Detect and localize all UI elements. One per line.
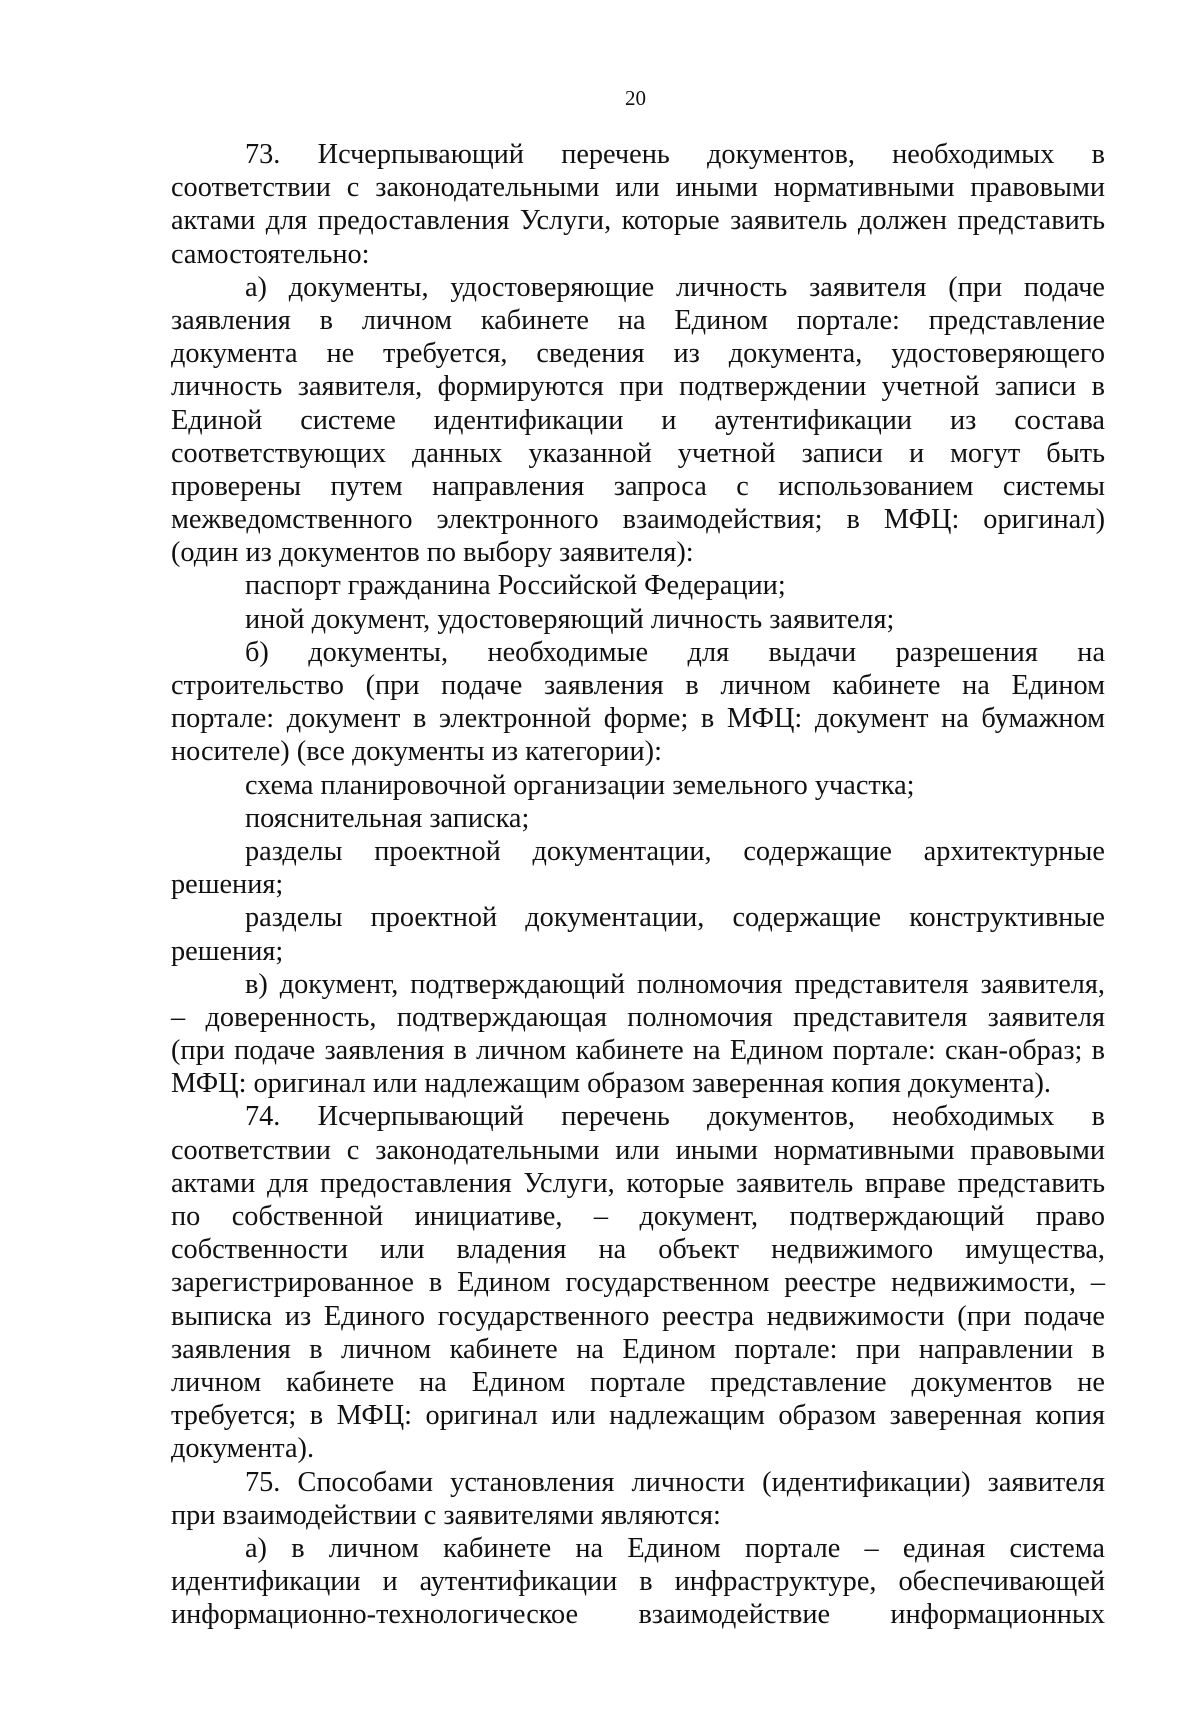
text-line: решения; bbox=[171, 935, 284, 967]
text-line: зарегистрированное в Едином государственном реестре недвижимости, – bbox=[171, 1267, 1105, 1299]
text-line: а) документы, удостоверяющие личность заявителя (при подаче bbox=[245, 271, 1105, 303]
text-line: соответствии с законодательными или иными нормативными правовыми bbox=[171, 1134, 1105, 1166]
text-line: межведомственного электронного взаимодействия; в МФЦ: оригинал) bbox=[171, 504, 1105, 536]
text-line: строительство (при подаче заявления в личном кабинете на Едином bbox=[171, 670, 1105, 701]
text-line: 75. Способами установления личности (идентификации) заявителя bbox=[245, 1466, 1105, 1498]
text-line: заявления в личном кабинете на Едином портале: при направлении в bbox=[171, 1333, 1105, 1365]
text-line: идентификации и аутентификации в инфраструктуре, обеспечивающей bbox=[171, 1566, 1105, 1598]
text-line: личность заявителя, формируются при подтверждении учетной записи в bbox=[171, 371, 1105, 403]
text-line: пояснительная записка; bbox=[245, 802, 530, 834]
text-line: соответствующих данных указанной учетной записи и могут быть bbox=[171, 437, 1105, 469]
text-line: актами для предоставления Услуги, которые заявитель вправе представить bbox=[171, 1167, 1105, 1199]
text-line: собственности или владения на объект недвижимого имущества, bbox=[171, 1234, 1105, 1266]
text-line: разделы проектной документации, содержащие конструктивные bbox=[245, 902, 1105, 934]
text-line: при взаимодействии с заявителями являются: bbox=[171, 1499, 721, 1531]
text-line: – доверенность, подтверждающая полномочия представителя заявителя bbox=[171, 1001, 1105, 1033]
text-line: соответствии с законодательными или иными нормативными правовыми bbox=[171, 172, 1105, 204]
text-line: информационно-технологическое взаимодействие информационных bbox=[171, 1599, 1105, 1631]
text-line: 74. Исчерпывающий перечень документов, необходимых в bbox=[245, 1101, 1105, 1133]
text-line: решения; bbox=[171, 869, 284, 901]
text-line: паспорт гражданина Российской Федерации; bbox=[245, 570, 786, 602]
text-line: заявления в личном кабинете на Едином портале: представление bbox=[171, 304, 1105, 336]
page-number: 20 bbox=[625, 86, 646, 110]
text-line: 73. Исчерпывающий перечень документов, необходимых в bbox=[245, 139, 1105, 170]
text-line: а) в личном кабинете на Едином портале – единая система bbox=[245, 1532, 1105, 1564]
document-body bbox=[171, 138, 1105, 1631]
text-line: выписка из Единого государственного реестра недвижимости (при подаче bbox=[171, 1300, 1105, 1332]
text-line: личном кабинете на Едином портале представление документов не bbox=[171, 1366, 1105, 1398]
text-line: схема планировочной организации земельного участка; bbox=[245, 769, 915, 801]
text-line: по собственной инициативе, – документ, подтверждающий право bbox=[171, 1201, 1105, 1232]
text-line: Единой системе идентификации и аутентификации из состава bbox=[171, 404, 1105, 436]
text-line: портале: документ в электронной форме; в МФЦ: документ на бумажном bbox=[171, 703, 1105, 735]
text-line: проверены путем направления запроса с использованием системы bbox=[171, 470, 1105, 502]
text-line: документа не требуется, сведения из документа, удостоверяющего bbox=[171, 338, 1105, 370]
text-line: (один из документов по выбору заявителя): bbox=[171, 537, 694, 569]
text-line: МФЦ: оригинал или надлежащим образом заверенная копия документа). bbox=[171, 1068, 1052, 1100]
text-line: (при подаче заявления в личном кабинете на Едином портале: скан-образ; в bbox=[171, 1035, 1105, 1067]
text-line: актами для предоставления Услуги, которые заявитель должен представить bbox=[171, 205, 1105, 237]
text-line: документа). bbox=[171, 1433, 315, 1465]
text-line: самостоятельно: bbox=[171, 238, 370, 270]
text-line: требуется; в МФЦ: оригинал или надлежащим образом заверенная копия bbox=[171, 1400, 1105, 1432]
text-line: иной документ, удостоверяющий личность заявителя; bbox=[245, 603, 895, 635]
text-line: б) документы, необходимые для выдачи разрешения на bbox=[245, 636, 1105, 668]
text-line: разделы проектной документации, содержащие архитектурные bbox=[245, 835, 1105, 867]
text-line: носителе) (все документы из категории): bbox=[171, 736, 662, 768]
text-line: в) документ, подтверждающий полномочия представителя заявителя, bbox=[245, 968, 1105, 1000]
